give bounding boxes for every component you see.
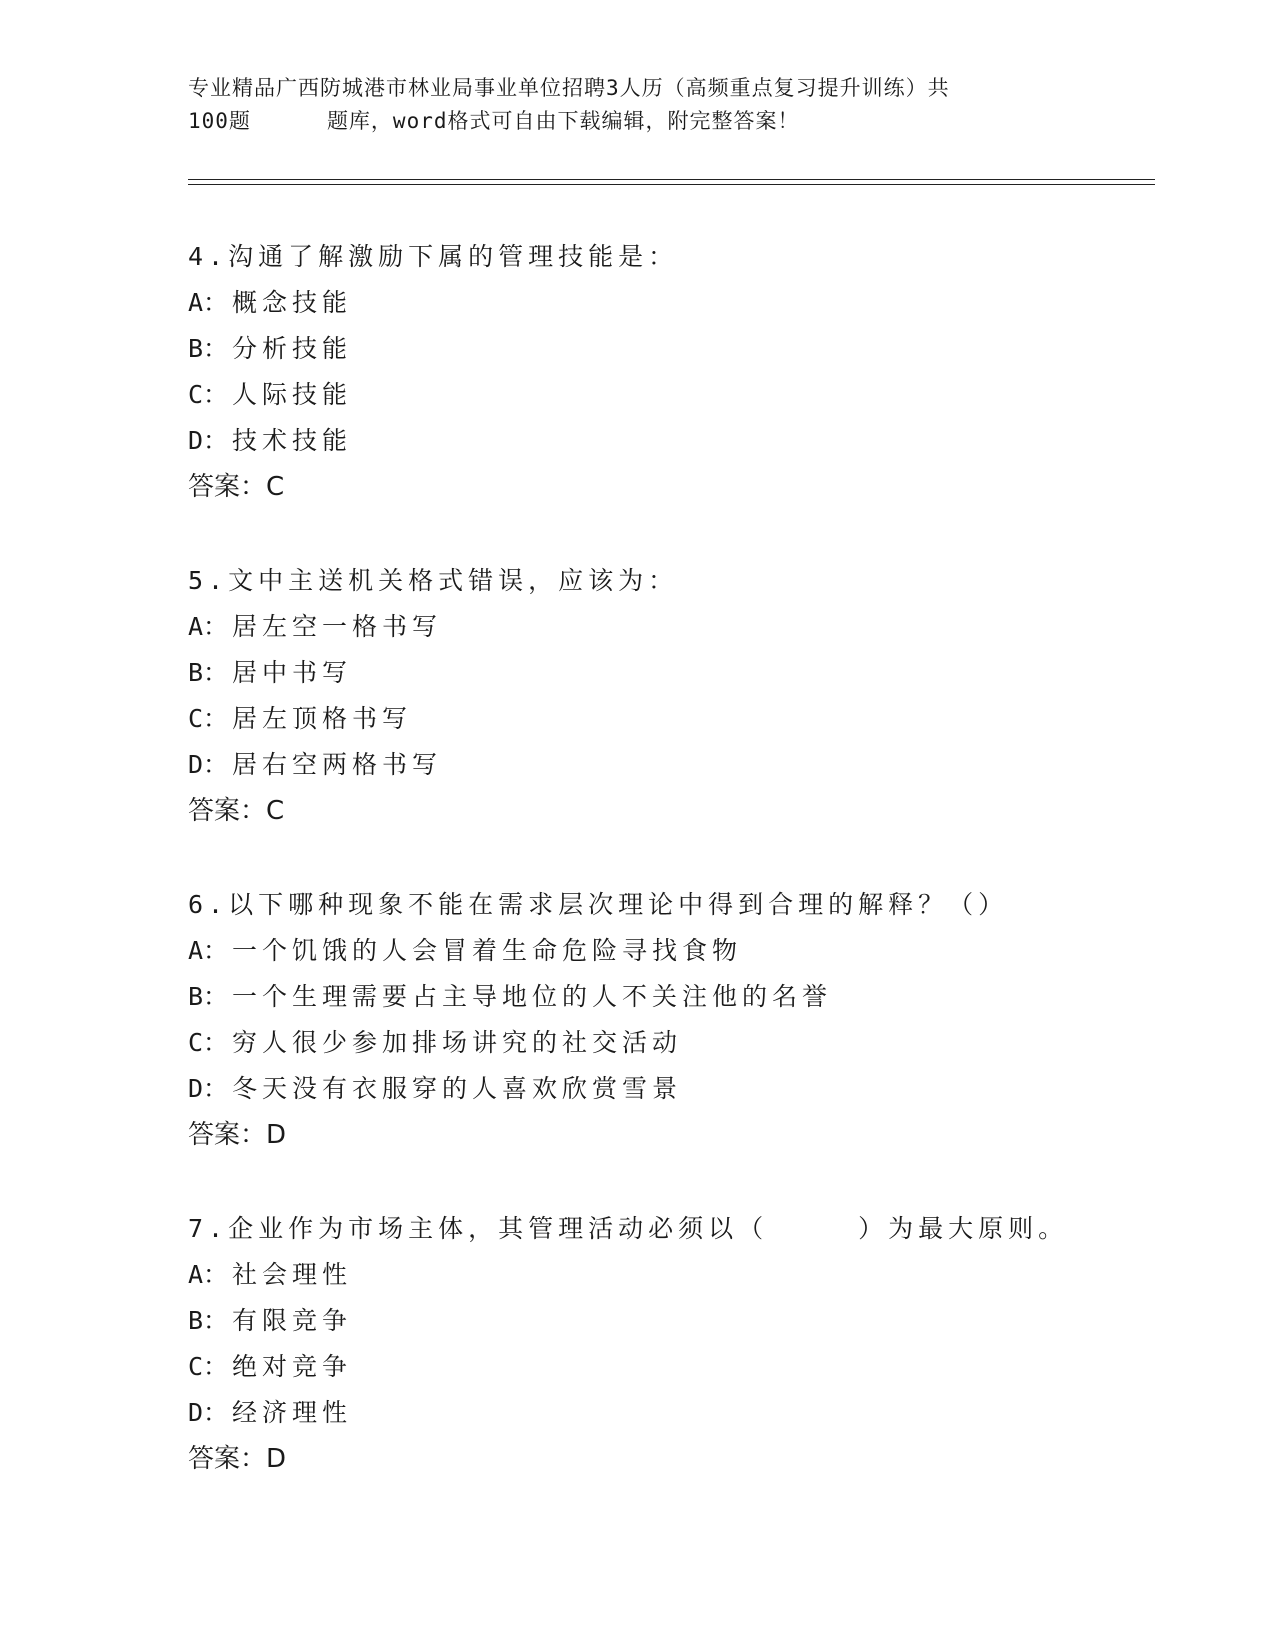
option-letter: D： <box>188 750 229 779</box>
question-item <box>188 558 1188 834</box>
header-description: 题库，word格式可自由下载编辑，附完整答案！ <box>326 109 800 133</box>
option-b <box>188 974 1188 1020</box>
option-text: 有限竞争 <box>232 1306 353 1335</box>
option-text: 技术技能 <box>232 426 353 455</box>
question-stem: 6.以下哪种现象不能在需求层次理论中得到合理的解释？（） <box>188 890 1009 919</box>
document-header <box>188 72 1088 138</box>
option-letter: C： <box>188 380 229 409</box>
option-a <box>188 1252 1188 1298</box>
option-c <box>188 1344 1188 1390</box>
option-letter: B： <box>188 334 229 363</box>
option-letter: A： <box>188 612 229 641</box>
header-divider-top <box>188 179 1155 180</box>
option-a <box>188 604 1188 650</box>
option-letter: C： <box>188 704 229 733</box>
option-c <box>188 696 1188 742</box>
answer-label: 答案：D <box>188 1120 287 1150</box>
option-letter: A： <box>188 1260 229 1289</box>
option-text: 居右空两格书写 <box>232 750 443 779</box>
option-text: 经济理性 <box>232 1398 353 1427</box>
option-c <box>188 372 1188 418</box>
option-letter: D： <box>188 1074 229 1103</box>
question-stem: 7.企业作为市场主体，其管理活动必须以（ ）为最大原则。 <box>188 1214 1069 1243</box>
question-stem: 5.文中主送机关格式错误，应该为： <box>188 566 679 595</box>
option-letter: B： <box>188 1306 229 1335</box>
question-stem: 4.沟通了解激励下属的管理技能是： <box>188 242 679 271</box>
question-item <box>188 882 1188 1158</box>
header-question-count: 100题 <box>188 109 251 133</box>
option-text: 穷人很少参加排场讲究的社交活动 <box>232 1028 683 1057</box>
option-text: 人际技能 <box>232 380 353 409</box>
option-letter: D： <box>188 1398 229 1427</box>
answer-label: 答案：C <box>188 472 285 502</box>
option-a <box>188 928 1188 974</box>
option-d <box>188 742 1188 788</box>
question-item <box>188 234 1188 510</box>
option-letter: C： <box>188 1028 229 1057</box>
header-title-line-2 <box>188 105 1088 138</box>
option-d <box>188 1066 1188 1112</box>
header-divider-bottom <box>188 184 1155 185</box>
option-d <box>188 418 1188 464</box>
option-letter: D： <box>188 426 229 455</box>
answer-label: 答案：D <box>188 1444 287 1474</box>
option-d <box>188 1390 1188 1436</box>
option-text: 居左空一格书写 <box>232 612 443 641</box>
option-text: 社会理性 <box>232 1260 353 1289</box>
option-letter: B： <box>188 982 229 1011</box>
option-text: 居左顶格书写 <box>232 704 413 733</box>
option-letter: A： <box>188 936 229 965</box>
answer-label: 答案：C <box>188 796 285 826</box>
option-a <box>188 280 1188 326</box>
question-item <box>188 1206 1188 1482</box>
header-title-line-1: 专业精品广西防城港市林业局事业单位招聘3人历（高频重点复习提升训练）共 <box>188 76 950 100</box>
option-text: 居中书写 <box>232 658 353 687</box>
option-c <box>188 1020 1188 1066</box>
option-text: 绝对竞争 <box>232 1352 353 1381</box>
option-text: 分析技能 <box>232 334 353 363</box>
option-letter: A： <box>188 288 229 317</box>
option-text: 冬天没有衣服穿的人喜欢欣赏雪景 <box>232 1074 683 1103</box>
option-text: 概念技能 <box>232 288 353 317</box>
option-b <box>188 650 1188 696</box>
question-list <box>188 234 1188 1530</box>
option-letter: B： <box>188 658 229 687</box>
option-b <box>188 326 1188 372</box>
option-text: 一个生理需要占主导地位的人不关注他的名誉 <box>232 982 833 1011</box>
option-b <box>188 1298 1188 1344</box>
option-letter: C： <box>188 1352 229 1381</box>
option-text: 一个饥饿的人会冒着生命危险寻找食物 <box>232 936 743 965</box>
